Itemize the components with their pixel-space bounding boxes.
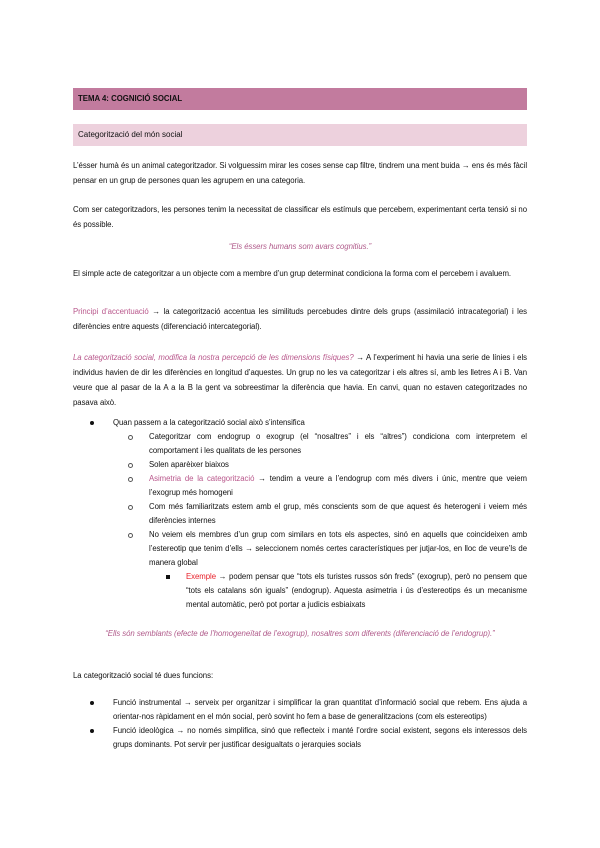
example-label: Exemple bbox=[186, 572, 216, 581]
paragraph-5-text: → A l’experiment hi havia una serie de línies i els individus havien de dir les diferències en longitud d’aquestes. Un grup no les va categoritzar i els altres sí, amb les lletres A i B. Van veure que al pasar de la A a la B la gent va sobreestimar la diferència que havia. En canvi, quan no estaven categoritzades no pasava això. bbox=[73, 353, 527, 407]
quote-2: “Ells són semblants (efecte de l’homogeneïtat de l’exogrup), nosaltres som diferents (diferenciació de l’endogrup).” bbox=[105, 629, 495, 638]
list-item: Funció ideològica → no només simplifica, sinó que reflecteix i manté l’ordre social existent, segons els interessos dels grups dominants. Pot servir per justificar desigualtats o jerarquies socials bbox=[73, 724, 527, 752]
section-title: Categorització del món social bbox=[73, 124, 527, 146]
list-item: No veiem els membres d’un grup com similars en tots els aspectes, sinó en aquells que coincideixen amb l’estereotip que tenim d’ells → seleccionem només certes característiques per jutjar-los, en lloc de veure’ls de manera global bbox=[73, 528, 527, 570]
paragraph-2: Com ser categoritzadors, les persones tenim la necessitat de classificar els estímuls que percebem, experimentant certa tensió si no és possible. bbox=[73, 205, 527, 229]
list-item: Funció instrumental → serveix per organitzar i simplificar la gran quantitat d’informació social que rebem. Ens ajuda a orientar-nos ràpidament en el món social, però sovint ho fem a base de generalitzacions (com els estereotips) bbox=[73, 696, 527, 724]
list-intensifica bbox=[73, 416, 527, 612]
paragraph-5 bbox=[73, 350, 527, 410]
list-item: Com més familiaritzats estem amb el grup, més conscients som de que aquest és heterogeni i veiem més diferències internes bbox=[73, 500, 527, 528]
paragraph-1: L’ésser humà és un animal categoritzador. Si volguessim mirar les coses sense cap filtre, tindrem una ment buida → ens és més fàcil pensar en un grup de persones quan les agrupem en una categoria. bbox=[73, 161, 527, 185]
list-item bbox=[73, 472, 527, 500]
term-accentuation: Principi d’accentuació bbox=[73, 307, 149, 316]
list-item: Quan passem a la categorització social això s’intensifica bbox=[73, 416, 527, 430]
list-item-text: → tendim a veure a l’endogrup com més divers i únic, mentre que veiem l’exogrup més homogeni bbox=[149, 474, 527, 497]
paragraph-4 bbox=[73, 304, 527, 334]
paragraph-3: El simple acte de categoritzar a un objecte com a membre d’un grup determinat condiciona la forma com el percebem i avaluem. bbox=[73, 269, 512, 278]
paragraph-4-text: → la categorització accentua les similituds percebudes dintre dels grups (assimilació intracategorial) i les diferències entre aquests (diferenciació intercategorial). bbox=[73, 307, 527, 331]
example-text: → podem pensar que “tots els turistes russos són freds” (exogrup), però no pensem que “tots els catalans són iguals” (endogrup). Aquesta asimetria i ús d’estereotips és un mecanisme mental automàtic, però pot portar a judicis esbiaixats bbox=[186, 572, 527, 609]
list-item: Categoritzar com endogrup o exogrup (el “nosaltres” i els “altres”) condiciona com interpretem el comportament i les qualitats de les persones bbox=[73, 430, 527, 458]
paragraph-6: La categorització social té dues funcions: bbox=[73, 671, 214, 680]
quote-1: “Els éssers humans som avars cognitius.” bbox=[228, 242, 372, 251]
question-text: La categorització social, modifica la nostra percepció de les dimensions físiques? bbox=[73, 353, 354, 362]
list-functions bbox=[73, 696, 527, 752]
list-item: Solen aparèixer biaixos bbox=[73, 458, 527, 472]
list-item-example bbox=[73, 570, 527, 612]
term-asymmetry: Asimetria de la categorització bbox=[149, 474, 255, 483]
chapter-title: TEMA 4: COGNICIÓ SOCIAL bbox=[73, 88, 527, 110]
